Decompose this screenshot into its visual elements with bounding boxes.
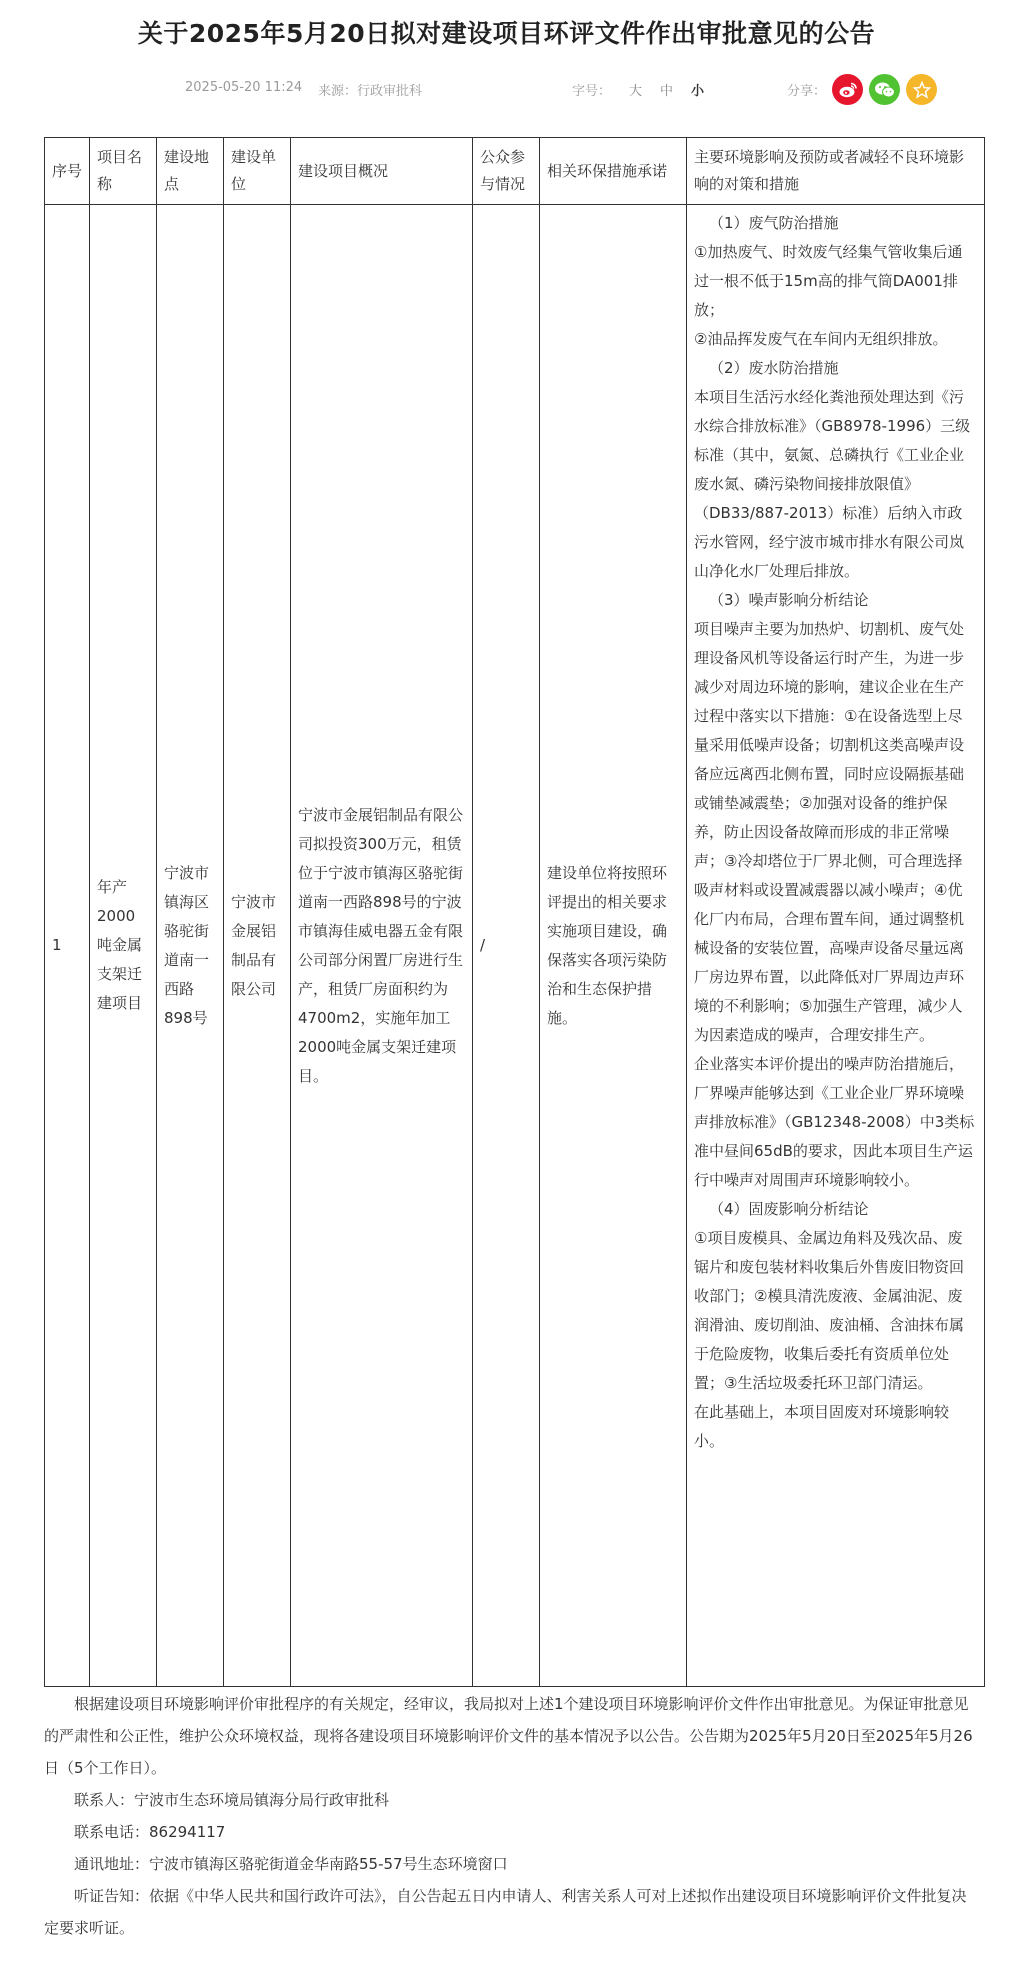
measure-heading: （2）废水防治措施 [709, 359, 839, 377]
page-title: 关于2025年5月20日拟对建设项目环评文件作出审批意见的公告 [137, 19, 876, 48]
measure-paragraph: 项目噪声主要为加热炉、切割机、废气处理设备风机等设备运行时产生，为进一步减少对周边环境的影响，建议企业在生产过程中落实以下措施：①在设备选型上尽量采用低噪声设备；切割机这类高噪声设备应远离西北侧布置，同时应设隔振基础或铺垫减震垫；②加强对设备的维护保养，防止因设备故障而形成的非正常噪声；③冷却塔位于厂界北侧，可合理选择吸声材料或设置减震器以减小噪声；④优化厂内布局，合理布置车间，通过调整机械设备的安装位置，高噪声设备尽量远离厂房边界布置，以此降低对厂界周边声环境的不利影响；⑤加强生产管理，减少人为因素造成的噪声，合理安排生产。 [694, 620, 965, 1044]
cell-index: 1 [45, 205, 90, 1687]
cell-commitment: 建设单位将按照环评提出的相关要求实施项目建设，确保落实各项污染防治和生态保护措施。 [540, 205, 687, 1687]
publish-date: 2025-05-20 11:24 [185, 80, 303, 95]
star-icon[interactable] [906, 74, 937, 105]
weibo-icon[interactable] [832, 74, 863, 105]
notice-intro: 根据建设项目环境影响评价审批程序的有关规定，经审议，我局拟对上述1个建设项目环境影响评价文件作出审批意见。为保证审批意见的严肃性和公正性，维护公众环境权益，现将各建设项目环境影响评价文件的基本情况予以公告。公告期为2025年5月20日至2025年5月26日（5个工作日）。 [44, 1695, 973, 1777]
font-size-label: 字号： [572, 84, 612, 99]
font-size-control [572, 80, 704, 99]
cell-location: 宁波市镇海区骆驼街道南一西路898号 [157, 205, 224, 1687]
measure-paragraph: ①加热废气、时效废气经集气管收集后通过一根不低于15m高的排气筒DA001排放； [694, 243, 963, 319]
font-size-small-button[interactable]: 小 [691, 84, 705, 99]
contact-address: 通讯地址：宁波市镇海区骆驼街道金华南路55-57号生态环境窗口 [74, 1855, 508, 1873]
contact-person: 联系人：宁波市生态环境局镇海分局行政审批科 [74, 1791, 390, 1809]
cell-measures [687, 205, 985, 1687]
measure-heading: （3）噪声影响分析结论 [709, 591, 869, 609]
measure-heading: （1）废气防治措施 [709, 214, 839, 232]
measure-paragraph: 企业落实本评价提出的噪声防治措施后，厂界噪声能够达到《工业企业厂界环境噪声排放标准》（GB12348-2008）中3类标准中昼间65dB的要求，因此本项目生产运行中噪声对周围声环境影响较小。 [694, 1055, 975, 1189]
cell-company: 宁波市金展铝制品有限公司 [224, 205, 291, 1687]
measure-heading: （4）固废影响分析结论 [709, 1200, 869, 1218]
measure-paragraph: 在此基础上，本项目固废对环境影响较小。 [694, 1403, 950, 1450]
cell-project-name: 年产2000吨金属支架迁建项目 [90, 205, 157, 1687]
font-size-large-button[interactable]: 大 [629, 84, 643, 99]
share-label: 分享： [787, 84, 827, 99]
header-measures: 主要环境影响及预防或者减轻不良环境影响的对策和措施 [687, 138, 985, 205]
source-label: 来源：行政审批科 [318, 84, 423, 99]
table-header-row [45, 138, 985, 205]
measure-paragraph: 本项目生活污水经化粪池预处理达到《污水综合排放标准》（GB8978-1996）三级标准（其中，氨氮、总磷执行《工业企业废水氮、磷污染物间接排放限值》（DB33/887-2013）标准）后纳入市政污水管网，经宁波市城市排水有限公司岚山净化水厂处理后排放。 [694, 388, 971, 580]
article-meta [0, 74, 1013, 108]
table-row [45, 205, 985, 1687]
header-commitment: 相关环保措施承诺 [540, 138, 687, 205]
measure-paragraph: ①项目废模具、金属边角料及残次品、废锯片和废包装材料收集后外售废旧物资回收部门；②模具清洗废液、金属油泥、废润滑油、废切削油、废油桶、含油抹布属于危险废物，收集后委托有资质单位处置；③生活垃圾委托环卫部门清运。 [694, 1229, 965, 1392]
header-public-participation: 公众参与情况 [473, 138, 540, 205]
header-location: 建设地点 [157, 138, 224, 205]
share-icons [832, 74, 937, 105]
contact-phone: 联系电话：86294117 [74, 1823, 226, 1841]
measure-paragraph: ②油品挥发废气在车间内无组织排放。 [694, 330, 948, 348]
project-table [44, 137, 985, 1687]
header-company: 建设单位 [224, 138, 291, 205]
cell-overview: 宁波市金展铝制品有限公司拟投资300万元，租赁位于宁波市镇海区骆驼街道南一西路898号的宁波市镇海佳威电器五金有限公司部分闲置厂房进行生产，租赁厂房面积约为4700m2，实施年加工2000吨金属支架迁建项目。 [291, 205, 473, 1687]
wechat-icon[interactable] [869, 74, 900, 105]
cell-public-participation: / [473, 205, 540, 1687]
notice-footer [44, 1688, 974, 1944]
hearing-notice: 听证告知：依据《中华人民共和国行政许可法》，自公告起五日内申请人、利害关系人可对上述拟作出建设项目环境影响评价文件批复决定要求听证。 [44, 1887, 967, 1937]
header-project-name: 项目名称 [90, 138, 157, 205]
font-size-medium-button[interactable]: 中 [660, 84, 674, 99]
header-index: 序号 [45, 138, 90, 205]
header-overview: 建设项目概况 [291, 138, 473, 205]
